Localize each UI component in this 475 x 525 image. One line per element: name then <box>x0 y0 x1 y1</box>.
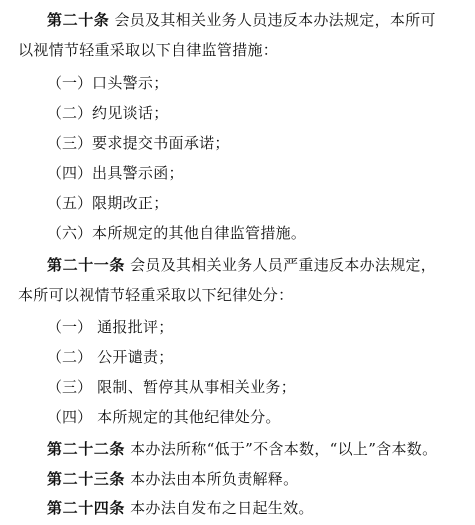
article-21-item-1 <box>47 318 174 336</box>
article-21-item-3 <box>47 378 296 396</box>
item-marker: （二） <box>47 348 93 366</box>
article-21-label: 第二十一条 <box>47 256 126 274</box>
article-20-item-2 <box>47 104 169 122</box>
item-marker: （二） <box>47 104 93 122</box>
article-20-text-2: 以视情节轻重采取以下自律监管措施： <box>18 41 279 59</box>
article-21-line-2 <box>18 286 293 304</box>
article-24-text: 本办法自发布之日起生效。 <box>130 499 314 517</box>
article-20-text-1: 会员及其相关业务人员违反本办法规定，本所可 <box>114 11 436 29</box>
article-21-text-2: 本所可以视情节轻重采取以下纪律处分： <box>18 286 294 304</box>
article-21-text-1: 会员及其相关业务人员严重违反本办法规定， <box>130 256 437 274</box>
article-23-label: 第二十三条 <box>47 470 126 488</box>
article-20-item-6 <box>47 224 306 242</box>
article-22-label: 第二十二条 <box>47 440 126 458</box>
article-20-label: 第二十条 <box>47 11 110 29</box>
item-text: 限制、暂停其从事相关业务； <box>97 378 296 396</box>
article-20-item-1 <box>47 74 169 92</box>
item-text: 通报批评； <box>97 318 174 336</box>
item-text: 本所规定的其他纪律处分。 <box>97 408 281 426</box>
article-21-item-4 <box>47 408 281 426</box>
article-24-label: 第二十四条 <box>47 499 126 517</box>
article-24-line <box>47 499 314 517</box>
article-20-line-2 <box>18 41 278 59</box>
article-22-line <box>47 440 437 458</box>
article-20-item-5 <box>47 194 169 212</box>
item-text: 出具警示函； <box>92 164 184 182</box>
article-22-text: 本办法所称“低于”不含本数，“以上”含本数。 <box>130 440 438 458</box>
item-text: 要求提交书面承诺； <box>92 134 230 152</box>
item-marker: （四） <box>47 408 93 426</box>
article-20-item-3 <box>47 134 230 152</box>
item-text: 限期改正； <box>92 194 169 212</box>
item-marker: （六） <box>47 224 93 242</box>
article-23-text: 本办法由本所负责解释。 <box>130 470 299 488</box>
article-20-item-4 <box>47 164 184 182</box>
article-20-line-1 <box>47 11 436 29</box>
item-text: 公开谴责； <box>97 348 174 366</box>
item-marker: （三） <box>47 378 93 396</box>
item-text: 约见谈话； <box>92 104 169 122</box>
item-marker: （三） <box>47 134 93 152</box>
item-text: 本所规定的其他自律监管措施。 <box>92 224 307 242</box>
article-23-line <box>47 470 298 488</box>
article-21-line-1 <box>47 256 436 274</box>
item-marker: （一） <box>47 74 93 92</box>
item-marker: （一） <box>47 318 93 336</box>
article-21-item-2 <box>47 348 174 366</box>
item-marker: （五） <box>47 194 93 212</box>
item-text: 口头警示； <box>92 74 169 92</box>
item-marker: （四） <box>47 164 93 182</box>
